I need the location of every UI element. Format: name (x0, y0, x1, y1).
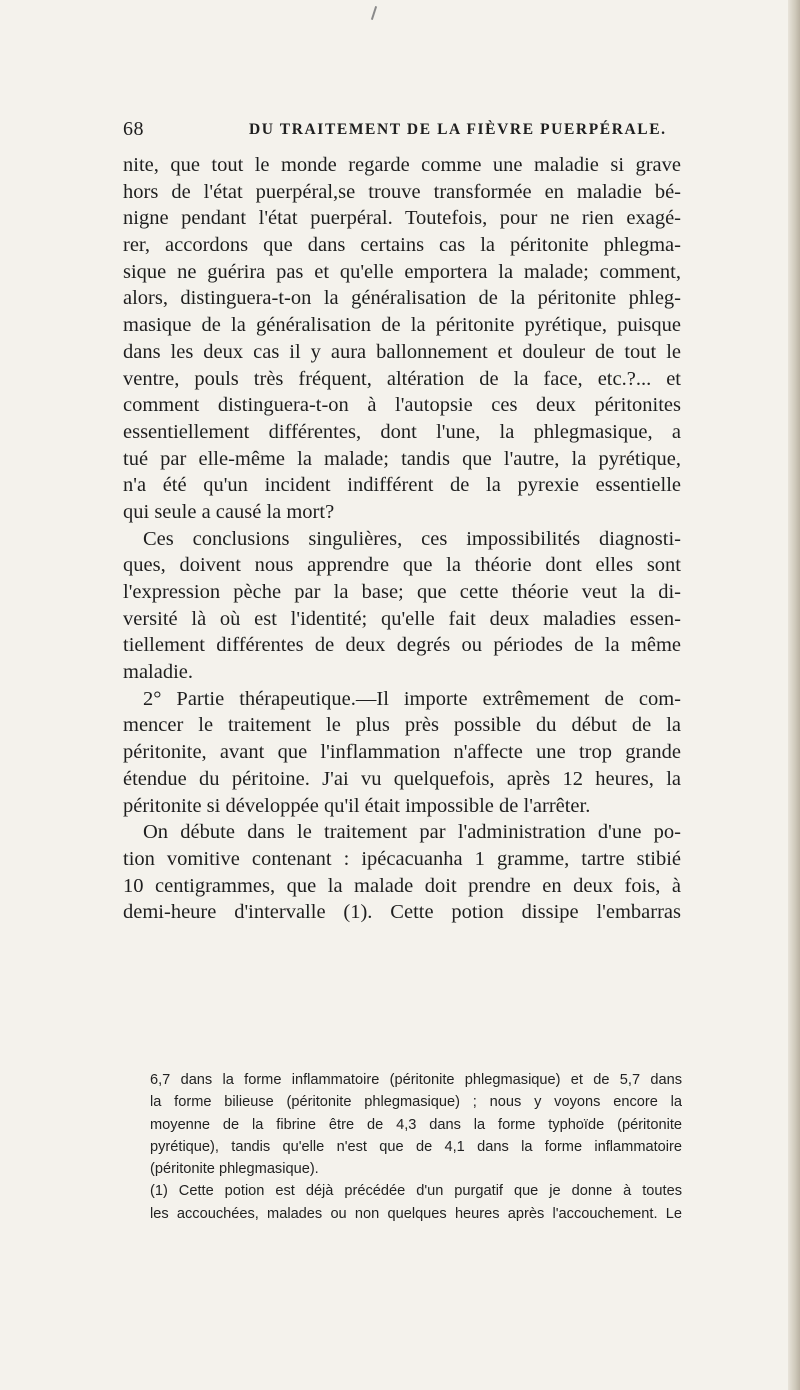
body-line: 2° Partie thérapeutique.—Il importe extrêmement de com- (143, 687, 681, 710)
body-line: maladie. (123, 661, 194, 684)
body-line: tué par elle-même la malade; tandis que l'autre, la pyrétique, (123, 447, 681, 470)
page-number: 68 (123, 118, 144, 140)
body-line: nite, que tout le monde regarde comme une maladie si grave (123, 154, 681, 176)
body-line: mencer le traitement le plus près possible du début de la (123, 714, 681, 737)
body-line: l'expression pèche par la base; que cette théorie veut la di- (123, 581, 681, 603)
body-line: versité là où est l'identité; qu'elle fait deux maladies essen- (123, 607, 681, 630)
body-line: 10 centigrammes, que la malade doit prendre en deux fois, à (123, 874, 681, 897)
body-line: ques, doivent nous apprendre que la théorie dont elles sont (123, 554, 681, 577)
body-line: dans les deux cas il y aura ballonnement et douleur de tout le (123, 340, 681, 363)
body-text (123, 152, 681, 926)
footnote-line: 6,7 dans la forme inflammatoire (péritonite phlegmasique) et de 5,7 dans (150, 1072, 682, 1088)
body-line: tiellement différentes de deux degrés ou périodes de la même (123, 634, 681, 657)
running-head (123, 118, 683, 140)
footnote-line: moyenne de la fibrine être de 4,3 dans la forme typhoïde (péritonite (150, 1116, 682, 1133)
body-line: n'a été qu'un incident indifférent de la pyrexie essentielle (123, 474, 681, 497)
body-line: sique ne guérira pas et qu'elle emportera la malade; comment, (123, 260, 681, 283)
body-line: hors de l'état puerpéral,se trouve transformée en maladie bé- (123, 180, 681, 203)
body-line: nigne pendant l'état puerpéral. Toutefois, pour ne rien exagé- (123, 207, 681, 230)
body-line: On débute dans le traitement par l'administration d'une po- (143, 821, 681, 844)
body-line: essentiellement différentes, dont l'une, la phlegmasique, a (123, 420, 681, 443)
body-line: alors, distinguera-t-on la généralisation de la péritonite phleg- (123, 287, 681, 310)
body-line: qui seule a causé la mort? (123, 500, 335, 523)
body-line: péritonite si développée qu'il était impossible de l'arrêter. (123, 794, 591, 817)
body-line: étendue du péritoine. J'ai vu quelquefois, après 12 heures, la (123, 767, 681, 790)
body-line: Ces conclusions singulières, ces impossibilités diagnosti- (143, 527, 681, 550)
footnote-line: la forme bilieuse (péritonite phlegmasique) ; nous y voyons encore la (150, 1094, 682, 1111)
body-line: ventre, pouls très fréquent, altération de la face, etc.?... et (123, 367, 681, 390)
running-title: DU TRAITEMENT DE LA FIÈVRE PUERPÉRALE. (249, 121, 667, 138)
body-line: demi-heure d'intervalle (1). Cette potion dissipe l'embarras (123, 901, 681, 924)
footnote-line: pyrétique), tandis qu'elle n'est que de 4,1 dans la forme inflammatoire (150, 1138, 682, 1155)
scan-mark (371, 6, 377, 20)
body-line: tion vomitive contenant : ipécacuanha 1 gramme, tartre stibié (123, 847, 681, 870)
body-line: péritonite, avant que l'inflammation n'affecte une trop grande (123, 741, 681, 764)
body-line: masique de la généralisation de la péritonite pyrétique, puisque (123, 314, 681, 337)
footnote-line: (1) Cette potion est déjà précédée d'un purgatif que je donne à toutes (150, 1183, 682, 1200)
footnote-line: (péritonite phlegmasique). (150, 1161, 319, 1178)
footnote-line: les accouchées, malades ou non quelques heures après l'accouchement. Le (150, 1205, 682, 1222)
body-line: comment distinguera-t-on à l'autopsie ces deux péritonites (123, 394, 681, 417)
body-line: rer, accordons que dans certains cas la péritonite phlegma- (123, 234, 681, 257)
page-edge-shadow (788, 0, 800, 1390)
footnotes (150, 1069, 682, 1225)
